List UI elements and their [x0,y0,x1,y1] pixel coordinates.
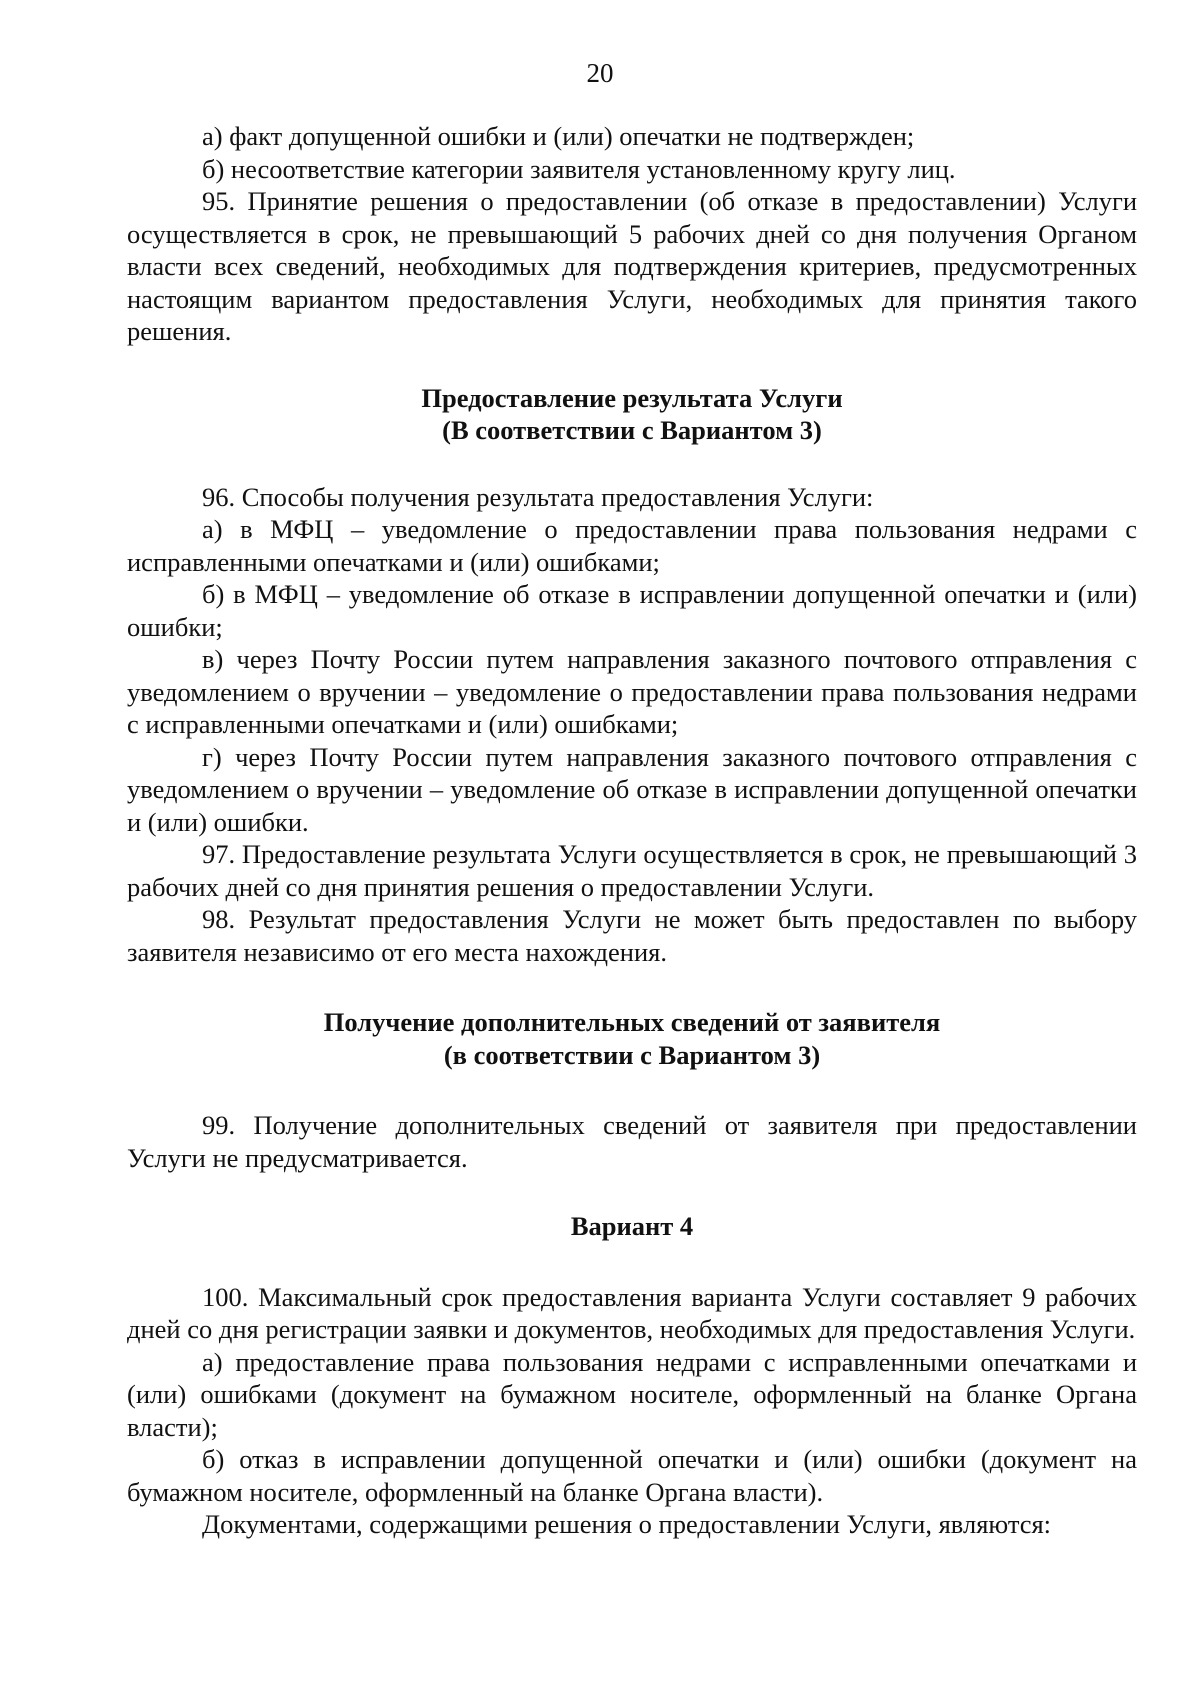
paragraph-96-v: в) через Почту России путем направления заказного почтового отправления с уведомлением о вручении – уведомление о предоставлении права пользования недрами с исправленными опечатками и (или) ошибками; [127,644,1137,739]
section-subheading-additional-info: (в соответствии с Вариантом 3) [443,1039,821,1070]
paragraph-98: 98. Результат предоставления Услуги не может быть предоставлен по выбору заявителя независимо от его места нахождения. [127,904,1137,967]
paragraph-b-category-mismatch: б) несоответствие категории заявителя установленному кругу лиц. [202,153,956,184]
paragraph-documents: Документами, содержащими решения о предоставлении Услуги, являются: [202,1509,1052,1539]
paragraph-96: 96. Способы получения результата предоставления Услуги: [202,481,874,512]
section-heading-variant-4: Вариант 4 [570,1211,694,1241]
paragraph-96-g: г) через Почту России путем направления заказного почтового отправления с уведомлением о вручении – уведомление об отказе в исправлении допущенной опечатки и (или) ошибки. [127,741,1137,837]
paragraph-96-a: а) в МФЦ – уведомление о предоставлении права пользования недрами с исправленными опечатками и (или) ошибками; [127,514,1137,577]
paragraph-100-b: б) отказ в исправлении допущенной опечатки и (или) ошибки (документ на бумажном носителе, оформленный на бланке Органа власти). [127,1444,1137,1507]
document-body [127,120,1137,1541]
paragraph-96-b: б) в МФЦ – уведомление об отказе в исправлении допущенной опечатки и (или) ошибки; [127,579,1137,642]
section-heading-result: Предоставление результата Услуги [421,382,843,413]
paragraph-a-error-not-confirmed: а) факт допущенной ошибки и (или) опечатки не подтвержден; [202,121,915,151]
paragraph-97: 97. Предоставление результата Услуги осуществляется в срок, не превышающий 3 рабочих дней со дня принятия решения о предоставлении Услуги. [127,839,1137,902]
paragraph-100: 100. Максимальный срок предоставления варианта Услуги составляет 9 рабочих дней со дня регистрации заявки и документов, необходимых для предоставления Услуги. [127,1281,1137,1344]
paragraph-95: 95. Принятие решения о предоставлении (об отказе в предоставлении) Услуги осуществляется в срок, не превышающий 5 рабочих дней со дня получения Органом власти всех сведений, необходимых для подтверждения критериев, предусмотренных настоящим вариантом предоставления Услуги, необходимых для принятия такого решения. [127,186,1137,346]
paragraph-99: 99. Получение дополнительных сведений от заявителя при предоставлении Услуги не предусматривается. [127,1110,1137,1173]
section-subheading-result: (В соответствии с Вариантом 3) [442,415,822,445]
page-number: 20 [586,58,614,88]
section-heading-additional-info: Получение дополнительных сведений от заявителя [323,1007,941,1037]
paragraph-100-a: а) предоставление права пользования недрами с исправленными опечатками и (или) ошибками (документ на бумажном носителе, оформленный на бланке Органа власти); [127,1346,1137,1442]
